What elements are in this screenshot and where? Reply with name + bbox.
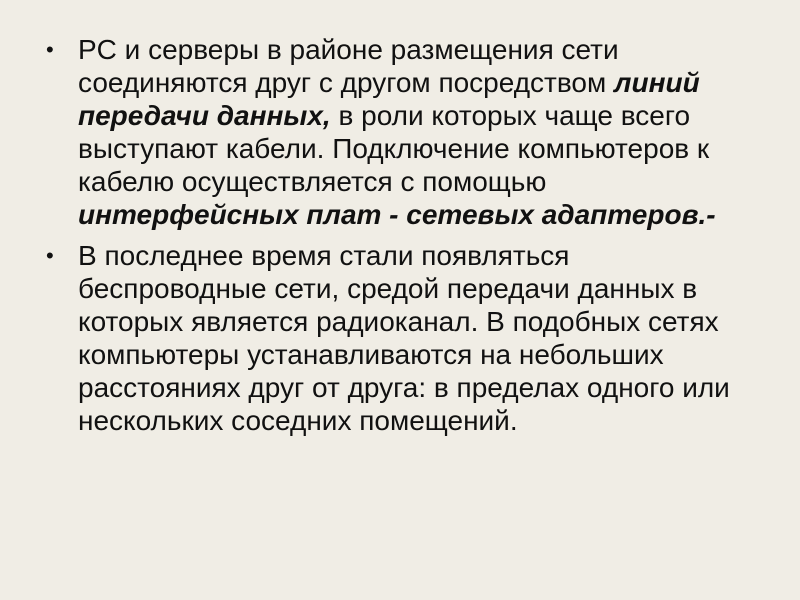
bullet-text: В последнее время стали появляться беспроводные сети, средой передачи данных в которых является радиоканал. В подобных сетях компьютеры устанавливаются на небольших расстояниях друг от друга: в пределах одного или нескольких соседних помещений. xyxy=(78,240,730,436)
emphasis-data-lines: линий передачи данных, xyxy=(78,67,700,131)
bullet-item-wireless-networks xyxy=(44,239,764,437)
bullet-icon: • xyxy=(46,243,54,268)
bullet-text-part: в роли которых чаще всего выступают кабели. Подключение компьютеров к кабелю осуществляется с помощью xyxy=(78,100,710,197)
bullet-text-part: PC и серверы в районе размещения сети соединяются друг с другом посредством xyxy=(78,34,619,98)
bullet-icon: • xyxy=(46,37,54,62)
emphasis-network-adapters: интерфейсных плат - сетевых адаптеров.- xyxy=(78,199,716,230)
bullet-item-wired-networks xyxy=(44,33,764,231)
bullet-list xyxy=(44,33,764,445)
